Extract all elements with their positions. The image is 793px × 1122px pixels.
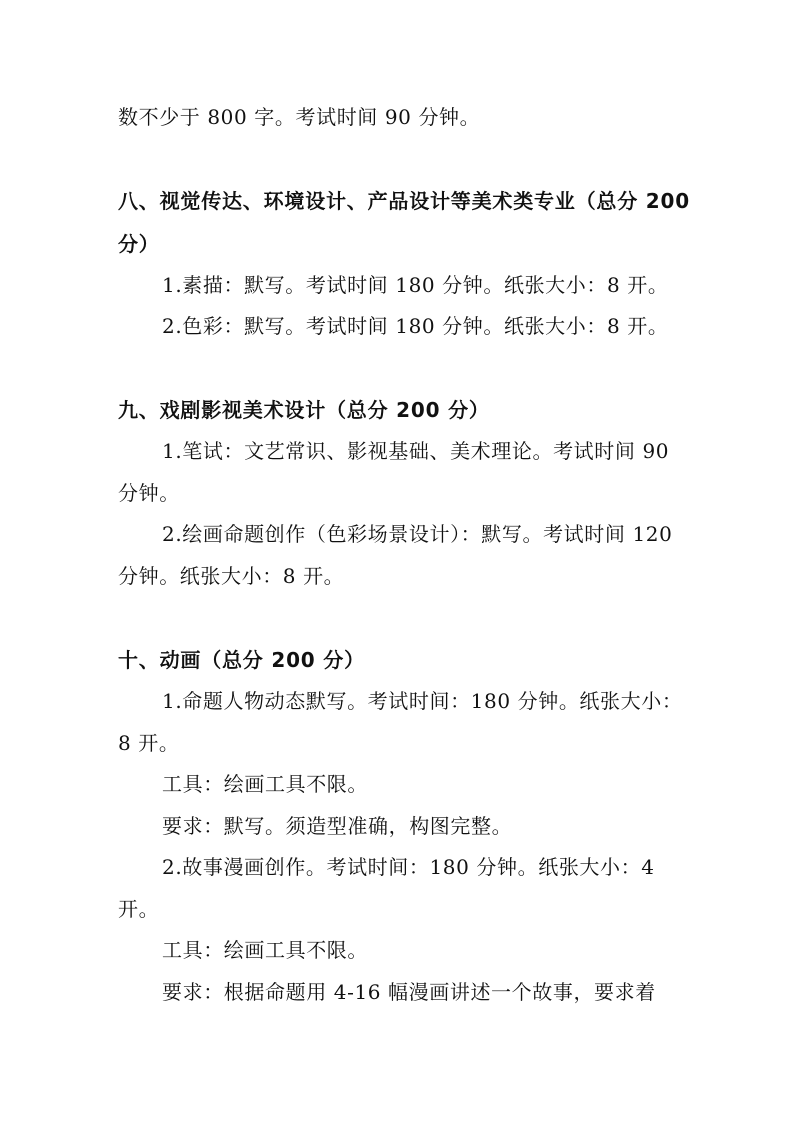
section-8-heading-cont: 分） bbox=[118, 232, 160, 256]
section-10-item-1: 1.命题人物动态默写。考试时间：180 分钟。纸张大小： bbox=[162, 689, 683, 713]
section-9-heading: 九、戏剧影视美术设计（总分 200 分） bbox=[118, 398, 490, 422]
section-9-item-2-cont: 分钟。纸张大小：8 开。 bbox=[118, 564, 345, 588]
section-9-item-1-cont: 分钟。 bbox=[118, 481, 180, 505]
section-10-item-1-cont: 8 开。 bbox=[118, 731, 180, 755]
section-9-item-2: 2.绘画命题创作（色彩场景设计）：默写。考试时间 120 bbox=[162, 522, 673, 546]
section-10-item-2-cont: 开。 bbox=[118, 897, 160, 921]
section-10-item-2-requirements: 要求：根据命题用 4-16 幅漫画讲述一个故事，要求着 bbox=[162, 980, 656, 1004]
section-10-item-1-requirements: 要求：默写。须造型准确，构图完整。 bbox=[162, 814, 513, 838]
section-8-item-1: 1.素描：默写。考试时间 180 分钟。纸张大小：8 开。 bbox=[162, 273, 669, 297]
section-10-item-2-tools: 工具：绘画工具不限。 bbox=[162, 938, 368, 962]
continuation-text: 数不少于 800 字。考试时间 90 分钟。 bbox=[118, 105, 481, 129]
section-10-item-1-tools: 工具：绘画工具不限。 bbox=[162, 772, 368, 796]
section-10-item-2: 2.故事漫画创作。考试时间：180 分钟。纸张大小：4 bbox=[162, 855, 655, 879]
section-9-item-1: 1.笔试：文艺常识、影视基础、美术理论。考试时间 90 bbox=[162, 439, 670, 463]
section-8-heading: 八、视觉传达、环境设计、产品设计等美术类专业（总分 200 bbox=[118, 189, 690, 213]
section-8-item-2: 2.色彩：默写。考试时间 180 分钟。纸张大小：8 开。 bbox=[162, 314, 669, 338]
section-10-heading: 十、动画（总分 200 分） bbox=[118, 648, 365, 672]
